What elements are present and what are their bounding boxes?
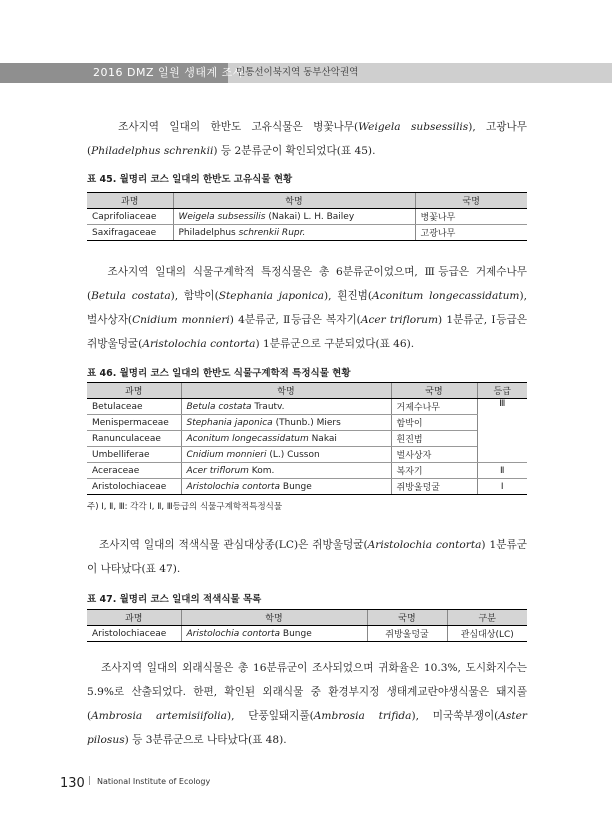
table-row: Aristolochiaceae Aristolochia contorta Bunge 쥐방울덩굴 Ⅰ xyxy=(87,479,527,495)
table-header: 과명 xyxy=(87,193,173,209)
table-row: Aristolochiaceae Aristolochia contorta Bunge 쥐방울덩굴 관심대상(LC) xyxy=(87,626,527,642)
paragraph-alien-plants: 조사지역 일대의 외래식물은 총 16분류군이 조사되었으며 귀화율은 10.3%, 도시화지수는 5.9%로 산출되었다. 한편, 확인된 외래식물 중 환경부지정 생태계교란야생식물은 돼지풀(Ambrosia artemisiifolia), 단풍잎돼지풀(Ambrosia trifida), 미국쑥부쟁이(Aster pilosus) 등 3분류군으로 나타났다(표 48). xyxy=(87,662,527,746)
table-header: 등급 xyxy=(477,383,527,399)
table-row: Aceraceae Acer triflorum Kom. 복자기 Ⅱ xyxy=(87,463,527,479)
grade-cell: Ⅲ xyxy=(477,399,527,463)
paragraph-red-list: 조사지역 일대의 적색식물 관심대상종(LC)은 쥐방울덩굴(Aristolochia contorta) 1분류군이 나타났다(표 47). xyxy=(87,539,527,575)
table-45 xyxy=(87,192,527,241)
table-row: Umbelliferae Cnidium monnieri (L.) Cusson 벌사상자 xyxy=(87,447,527,463)
table-row: Saxifragaceae Philadelphus schrenkii Rupr. 고광나무 xyxy=(87,225,527,241)
table-row: Betulaceae Betula costata Trautv. 거제수나무 Ⅲ xyxy=(87,399,527,415)
footer-institute: National Institute of Ecology xyxy=(97,777,211,786)
table-46 xyxy=(87,382,527,495)
table-header: 과명 xyxy=(87,610,181,626)
table-row: Menispermaceae Stephania japonica (Thunb.) Miers 함박이 xyxy=(87,415,527,431)
table-header: 국명 xyxy=(367,610,447,626)
grade-cell: Ⅰ xyxy=(477,479,527,495)
table-row: Caprifoliaceae Weigela subsessilis (Nakai) L. H. Bailey 병꽃나무 xyxy=(87,209,527,225)
table-header: 구분 xyxy=(447,610,527,626)
table-header: 학명 xyxy=(173,193,415,209)
running-header-title: 2016 DMZ 일원 생태계 조사 xyxy=(93,66,244,79)
paragraph-endemic: 조사지역 일대의 한반도 고유식물은 병꽃나무(Weigela subsessilis), 고광나무 (Philadelphus schrenkii) 등 2분류군이 확인되었다(표 45). xyxy=(87,121,527,157)
footer-separator: | xyxy=(88,776,92,786)
page-number: 130 xyxy=(60,776,85,791)
table-47-caption: 표 47. 월명리 코스 일대의 적색식물 목록 xyxy=(87,594,262,605)
table-47 xyxy=(87,609,527,642)
running-header-section: 민통선이북지역 동부산악권역 xyxy=(236,67,359,78)
table-46-caption: 표 46. 월명리 코스 일대의 한반도 식물구계학적 특정식물 현황 xyxy=(87,368,351,379)
grade-cell: Ⅱ xyxy=(477,463,527,479)
paragraph-phytogeographic: 조사지역 일대의 식물구계학적 특정식물은 총 6분류군이었으며, Ⅲ등급은 거제수나무 (Betula costata), 함박이(Stephania japonica), 흰진범(Aconitum longecassidatum), 벌사상자(Cnidium monnieri) 4분류군, Ⅱ등급은 복자기(Acer triflorum) 1분류군, Ⅰ등급은 쥐방울덩굴(Aristolochia contorta) 1분류군으로 구분되었다(표 46). xyxy=(87,266,528,350)
table-row: Ranunculaceae Aconitum longecassidatum Nakai 흰진범 xyxy=(87,431,527,447)
table-header: 과명 xyxy=(87,383,181,399)
table-45-caption: 표 45. 월명리 코스 일대의 한반도 고유식물 현황 xyxy=(87,174,293,185)
table-header: 국명 xyxy=(391,383,477,399)
table-46-note: 주) Ⅰ, Ⅱ, Ⅲ: 각각 Ⅰ, Ⅱ, Ⅲ등급의 식물구계학적특정식물 xyxy=(87,502,283,512)
table-header: 학명 xyxy=(181,610,367,626)
table-header: 학명 xyxy=(181,383,391,399)
table-header: 국명 xyxy=(415,193,527,209)
